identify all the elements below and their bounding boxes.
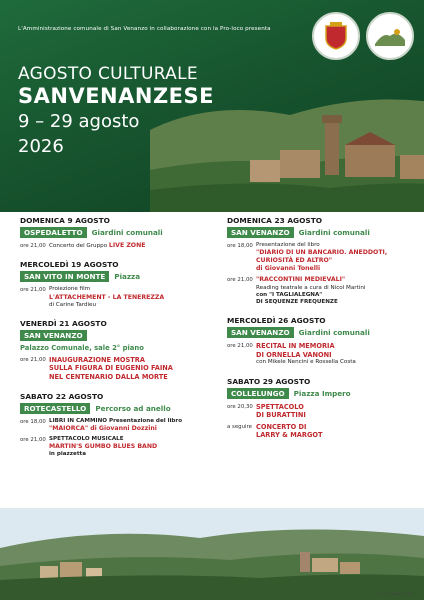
title-line1: AGOSTO CULTURALE — [18, 64, 198, 84]
event-item: ore 21,00 "RACCONTINI MEDIEVALI" Reading teatrale a cura di Nicol Martini con "I TAGLIALEGNA" DI SEQUENZE FREQUENZE — [227, 276, 366, 306]
event-venue: Palazzo Comunale, sale 2° piano — [20, 343, 144, 352]
event-highlight: MARTIN'S GUMBO BLUES BAND — [49, 443, 158, 451]
intro-text: L'Amministrazione comunale di San Venanzo in collaborazione con la Pro-loco presenta — [18, 26, 271, 32]
event-item: ore 21,00 Proiezione film L'ATTACHEMENT - LA TENEREZZA di Carine Tardieu — [20, 286, 165, 308]
event-item: ore 21,00 Concerto del Gruppo LIVE ZONE — [20, 242, 146, 249]
event-venue: Giardini comunali — [298, 328, 370, 338]
event-date: MERCOLEDÌ 19 AGOSTO — [20, 260, 119, 270]
event-place: SAN VENANZO — [227, 227, 294, 238]
event-block — [20, 392, 216, 459]
event-place: SAN VITO IN MONTE — [20, 271, 109, 282]
logos — [312, 12, 414, 60]
event-block — [20, 260, 216, 309]
event-time: ore 21,00 — [20, 243, 46, 249]
event-date: DOMENICA 9 AGOSTO — [20, 216, 110, 225]
event-time: ore 21,00 — [20, 356, 46, 363]
event-item: ore 18,00 LIBRI IN CAMMINO Presentazione del libro "MAIORCA" di Giovanni Dozzini — [20, 417, 183, 432]
event-date: SABATO 22 AGOSTO — [20, 391, 104, 401]
header-banner — [0, 0, 424, 212]
event-item: ore 21,00 SPETTACOLO MUSICALE MARTIN'S GUMBO BLUES BAND in piazzetta — [20, 435, 158, 458]
event-venue: Giardini comunali — [298, 228, 370, 237]
event-time: ore 18,00 — [227, 243, 253, 249]
event-block — [20, 319, 216, 382]
event-block — [227, 216, 423, 306]
event-block — [227, 316, 423, 366]
event-item: a seguire CONCERTO DI LARRY & MARGOT — [227, 422, 323, 440]
event-place: ROTECASTELLO — [20, 403, 90, 414]
footer-landscape — [0, 508, 424, 600]
event-item: ore 21,00 RECITAL IN MEMORIA DI ORNELLA VANONI con Mikele Nencini e Rossella Costa — [227, 342, 356, 366]
event-year: 2026 — [18, 136, 64, 157]
event-item: ore 18,00 Presentazione del libro "DIARIO DI UN BANCARIO. ANEDDOTI, CURIOSITÀ ED ALTRO" di Giovanni Tonelli — [227, 242, 388, 273]
event-venue: Piazza — [114, 272, 141, 282]
event-place: SAN VENANZO — [227, 327, 294, 338]
event-time: ore 18,00 — [20, 418, 46, 425]
event-item: ore 20,30 SPETTACOLO DI BURATTINI — [227, 402, 306, 420]
event-item: ore 21,00 INAUGURAZIONE MOSTRA SULLA FIGURA DI EUGENIO FAINA NEL CENTENARIO DALLA MORTE — [20, 355, 173, 381]
proloco-logo-icon — [366, 12, 414, 60]
event-date: SABATO 29 AGOSTO — [227, 376, 311, 386]
municipality-crest-icon — [312, 12, 360, 60]
title-line2: SANVENANZESE — [18, 84, 214, 108]
event-place: OSPEDALETTO — [20, 227, 87, 238]
event-time: ore 21,00 — [227, 343, 253, 350]
event-place: SAN VENANZO — [20, 330, 87, 341]
event-time: ore 21,00 — [227, 277, 253, 284]
event-date: MERCOLEDÌ 26 AGOSTO — [227, 316, 326, 326]
event-highlight: L'ATTACHEMENT - LA TENEREZZA — [49, 293, 165, 301]
event-place: COLLELUNGO — [227, 388, 289, 399]
event-time: ore 21,00 — [20, 287, 46, 294]
event-venue: Giardini comunali — [91, 228, 163, 237]
event-venue: Piazza Impero — [293, 388, 351, 398]
event-date: VENERDÌ 21 AGOSTO — [20, 318, 107, 328]
event-time: ore 21,00 — [20, 436, 46, 443]
event-highlight: LIVE ZONE — [108, 242, 146, 249]
event-venue: Percorso ad anello — [95, 403, 171, 413]
event-time: a seguire — [227, 423, 252, 430]
event-time: ore 20,30 — [227, 403, 253, 410]
event-block — [227, 377, 423, 440]
left-column — [20, 216, 216, 468]
event-block — [20, 216, 216, 250]
event-date: DOMENICA 23 AGOSTO — [227, 216, 323, 225]
hilltop-village-image — [0, 508, 424, 600]
printer-credit: Tip. CERBARA STAMPA — [378, 592, 414, 596]
right-column — [227, 216, 423, 450]
event-dates: 9 – 29 agosto — [18, 111, 140, 132]
event-highlight: "MAIORCA" di Giovanni Dozzini — [49, 424, 157, 432]
